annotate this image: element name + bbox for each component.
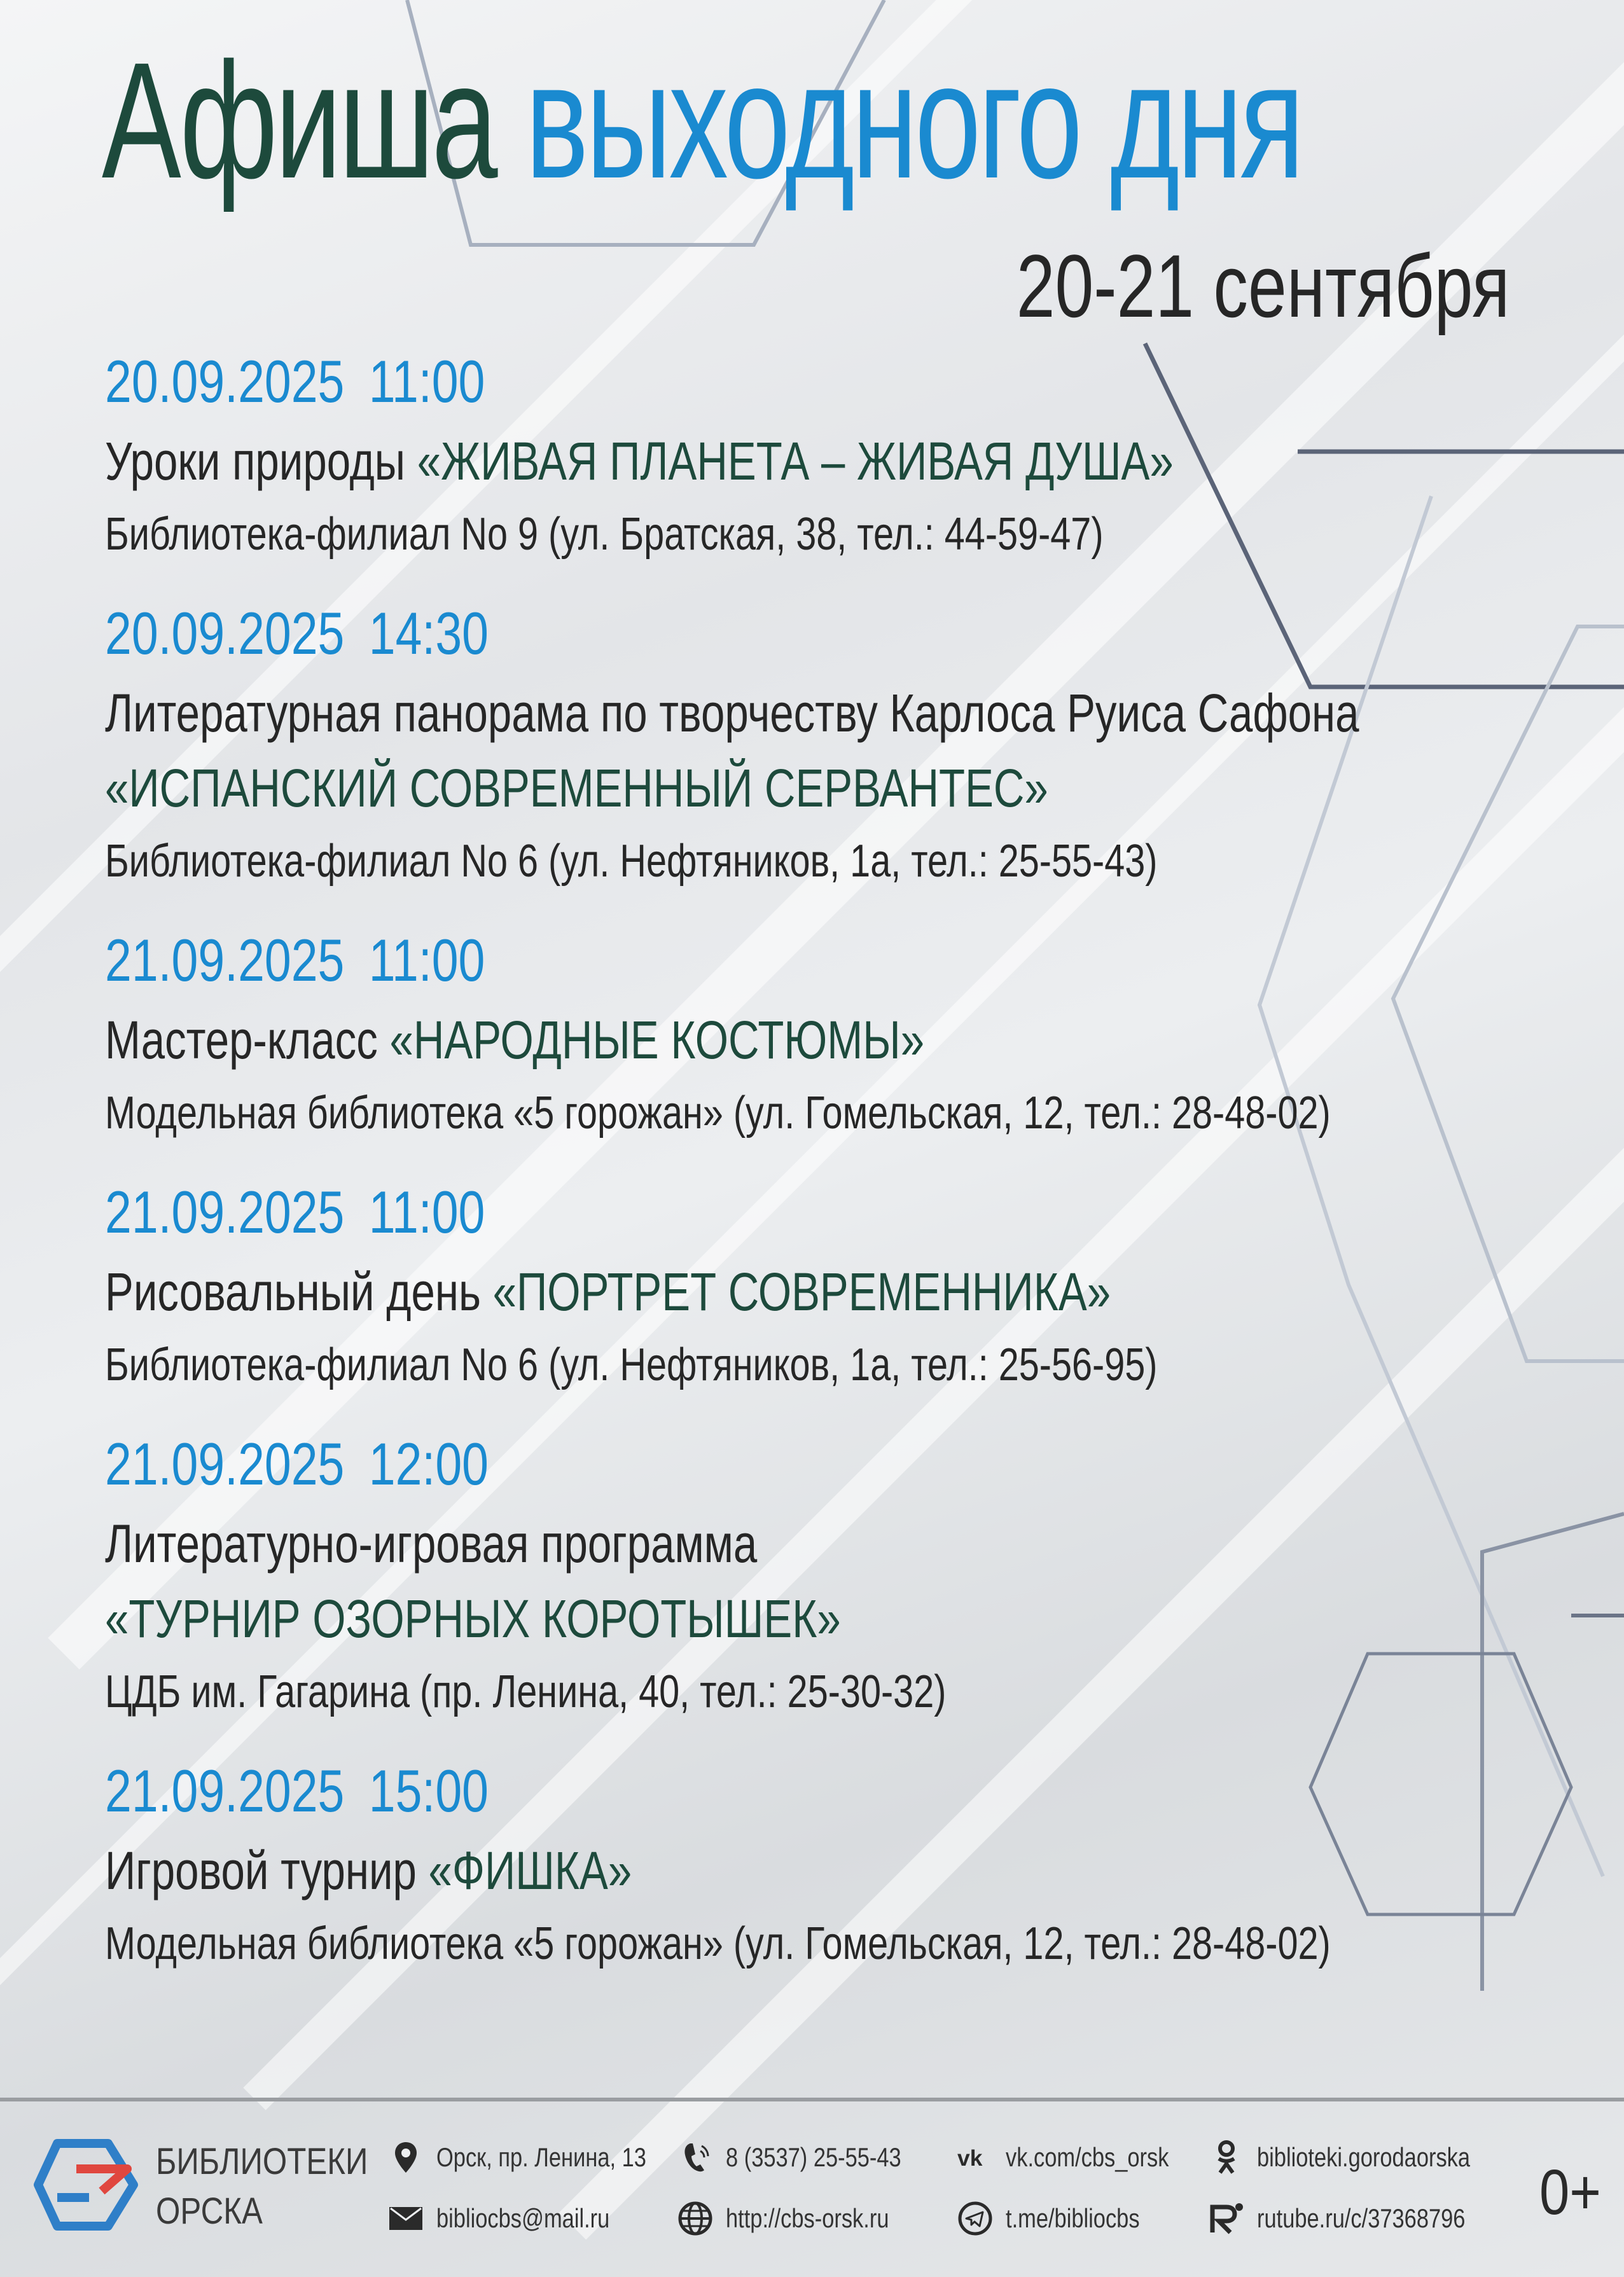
event-name: «ФИШКА» — [428, 1841, 632, 1900]
event-date: 21.09.2025 — [105, 1757, 345, 1824]
ok-contact — [1209, 2132, 1517, 2183]
event-time: 15:00 — [368, 1757, 489, 1824]
library-logo-icon — [32, 2134, 140, 2232]
ok-link[interactable]: biblioteki.gorodaorska — [1257, 2142, 1471, 2172]
event-item — [105, 922, 1536, 1149]
event-type: Мастер-класс — [105, 1010, 390, 1070]
org-name-line-2: ОРСКА — [156, 2190, 263, 2232]
event-type: Рисовальный день — [105, 1262, 493, 1322]
age-rating-badge: 0+ — [1539, 2157, 1601, 2228]
event-description — [105, 751, 1250, 826]
globe-icon — [677, 2201, 713, 2236]
event-date: 20.09.2025 — [105, 348, 345, 415]
vk-link[interactable]: vk.com/cbs_orsk — [1006, 2142, 1169, 2172]
website-contact — [677, 2193, 925, 2244]
event-datetime — [105, 1753, 1250, 1829]
event-item — [105, 1426, 1536, 1727]
email-contact — [388, 2193, 648, 2244]
title-part-2: выходного дня — [525, 29, 1302, 213]
address-text: Орск, пр. Ленина, 13 — [436, 2142, 646, 2172]
event-name: «ТУРНИР ОЗОРНЫХ КОРОТЫШЕК» — [105, 1589, 841, 1649]
event-datetime — [105, 595, 1250, 672]
location-pin-icon — [388, 2140, 424, 2175]
event-venue: Библиотека-филиал No 6 (ул. Нефтяников, 1а, тел.: 25-55-43) — [105, 836, 1158, 887]
telegram-icon — [957, 2201, 993, 2236]
event-name: «ПОРТРЕТ СОВРЕМЕННИКА» — [492, 1262, 1111, 1322]
event-type: Литературная панорама по творчеству Карлоса Руиса Сафона — [105, 683, 1359, 743]
event-item — [105, 343, 1536, 570]
event-type: Литературно-игровая программа — [105, 1514, 758, 1574]
event-date: 21.09.2025 — [105, 1430, 345, 1497]
title-part-1: Афиша — [102, 29, 496, 213]
event-type: Уроки природы — [105, 431, 417, 491]
event-description — [105, 1002, 1250, 1077]
event-name: «ИСПАНСКИЙ СОВРЕМЕННЫЙ СЕРВАНТЕС» — [105, 758, 1048, 818]
phone-icon — [677, 2140, 713, 2175]
event-item — [105, 1753, 1536, 1979]
event-venue: Библиотека-филиал No 9 (ул. Братская, 38, тел.: 44-59-47) — [105, 509, 1104, 560]
mail-icon — [388, 2201, 424, 2236]
event-description — [105, 1254, 1250, 1329]
vk-icon — [957, 2140, 993, 2175]
footer-divider — [0, 2098, 1624, 2101]
event-datetime — [105, 1426, 1250, 1502]
event-datetime — [105, 1174, 1250, 1250]
event-time: 14:30 — [368, 600, 489, 667]
event-type: Игровой турнир — [105, 1841, 429, 1900]
rutube-icon — [1209, 2201, 1244, 2236]
website-link[interactable]: http://cbs-orsk.ru — [726, 2203, 889, 2233]
event-venue: Библиотека-филиал No 6 (ул. Нефтяников, 1а, тел.: 25-56-95) — [105, 1339, 1158, 1390]
event-description — [105, 1833, 1250, 1908]
event-date: 21.09.2025 — [105, 1179, 345, 1245]
vk-contact — [957, 2132, 1205, 2183]
telegram-contact — [957, 2193, 1169, 2244]
event-description — [105, 424, 1250, 499]
phone-text[interactable]: 8 (3537) 25-55-43 — [726, 2142, 901, 2172]
date-range: 20-21 сентября — [1016, 236, 1509, 336]
email-link[interactable]: bibliocbs@mail.ru — [436, 2203, 610, 2233]
event-name: «НАРОДНЫЕ КОСТЮМЫ» — [389, 1010, 925, 1070]
event-item — [105, 1174, 1536, 1401]
event-date: 20.09.2025 — [105, 600, 345, 667]
event-time: 11:00 — [368, 927, 485, 993]
org-name-line-1: БИБЛИОТЕКИ — [156, 2141, 368, 2182]
event-item — [105, 595, 1536, 897]
phone-contact — [677, 2132, 940, 2183]
event-date: 21.09.2025 — [105, 927, 345, 993]
event-datetime — [105, 343, 1250, 420]
event-time: 11:00 — [368, 1179, 485, 1245]
svg-text:vk: vk — [957, 2145, 983, 2170]
event-description — [105, 1506, 1250, 1581]
address-contact — [388, 2132, 692, 2183]
event-list — [105, 343, 1536, 2005]
event-time: 12:00 — [368, 1430, 489, 1497]
rutube-link[interactable]: rutube.ru/c/37368796 — [1257, 2203, 1466, 2233]
event-description — [105, 1581, 1250, 1656]
event-venue: Модельная библиотека «5 горожан» (ул. Гомельская, 12, тел.: 28-48-02) — [105, 1088, 1331, 1138]
org-name — [156, 2137, 368, 2236]
event-time: 11:00 — [368, 348, 485, 415]
telegram-link[interactable]: t.me/bibliocbs — [1006, 2203, 1140, 2233]
rutube-contact — [1209, 2193, 1511, 2244]
event-description — [105, 675, 1359, 751]
event-venue: Модельная библиотека «5 горожан» (ул. Гомельская, 12, тел.: 28-48-02) — [105, 1918, 1331, 1969]
odnoklassniki-icon — [1209, 2140, 1244, 2175]
page-title — [102, 25, 1301, 216]
event-name: «ЖИВАЯ ПЛАНЕТА – ЖИВАЯ ДУША» — [417, 431, 1174, 491]
event-datetime — [105, 922, 1250, 999]
event-venue: ЦДБ им. Гагарина (пр. Ленина, 40, тел.: 25-30-32) — [105, 1666, 947, 1717]
